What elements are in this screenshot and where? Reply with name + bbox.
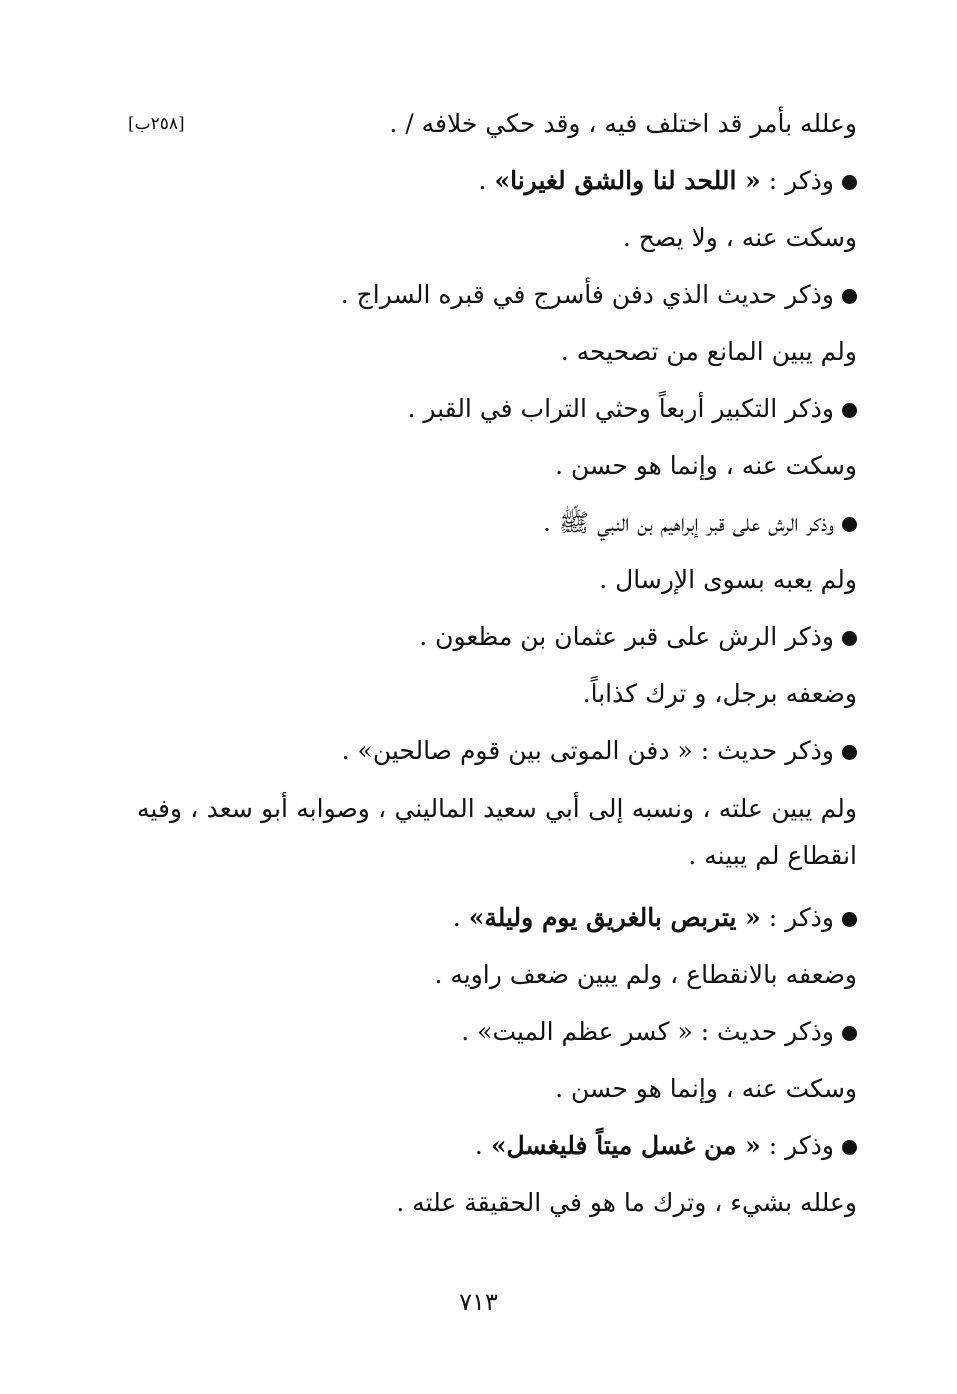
bullet-prefix: وذكر الرش على قبر عثمان بن مظعون . <box>419 622 834 651</box>
text-line: وضعفه برجل، و ترك كذاباً. <box>582 679 857 708</box>
main-text-block <box>137 95 857 1231</box>
bullet-suffix: . <box>452 903 469 932</box>
bullet-line <box>137 1003 857 1060</box>
bullet-line <box>137 380 857 437</box>
bullet-line <box>137 494 857 551</box>
text-line: وسكت عنه ، ولا يصح . <box>622 223 857 252</box>
hadith-quote: « اللحد لنا والشق لغيرنا» <box>494 166 761 195</box>
text-line: ولم يعبه بسوى الإرسال . <box>599 565 857 594</box>
page-number: ٧١٣ <box>459 1288 498 1316</box>
commentary-paragraph: ولم يبين علته ، ونسبه إلى أبي سعيد الماليني ، وصوابه أبو سعد ، وفيه انقطاع لم يبينه . <box>137 794 857 870</box>
hadith-quote: « يتربص بالغريق يوم وليلة» <box>468 903 761 932</box>
bullet-line <box>137 1117 857 1174</box>
bullet-prefix: وذكر الرش على قبر إبراهيم بن النبي ﷺ . <box>543 508 834 537</box>
bullet-line <box>137 608 857 665</box>
bullet-prefix: وذكر حديث : « كسر عظم الميت» . <box>461 1017 834 1046</box>
hadith-quote: « من غسل ميتاً فليغسل» <box>490 1131 761 1160</box>
text-line: وعلله بأمر قد اختلف فيه ، وقد حكي خلافه / . <box>389 109 857 138</box>
text-line: وعلله بشيء ، وترك ما هو في الحقيقة علته . <box>396 1188 857 1217</box>
manuscript-folio-reference: [٢٥٨ب] <box>128 114 185 134</box>
bullet-line <box>137 152 857 209</box>
bullet-prefix: وذكر : <box>760 166 834 195</box>
bullet-prefix: وذكر : <box>760 1131 834 1160</box>
bullet-prefix: وذكر التكبير أربعاً وحثي التراب في القبر . <box>407 394 834 423</box>
bullet-suffix: . <box>478 166 495 195</box>
bullet-line <box>137 722 857 779</box>
text-line: وسكت عنه ، وإنما هو حسن . <box>555 451 857 480</box>
bullet-prefix: وذكر حديث الذي دفن فأسرج في قبره السراج . <box>340 280 834 309</box>
bullet-line <box>137 266 857 323</box>
text-line: وسكت عنه ، وإنما هو حسن . <box>555 1074 857 1103</box>
bullet-prefix: وذكر حديث : « دفن الموتى بين قوم صالحين» . <box>341 736 834 765</box>
bullet-suffix: . <box>474 1131 491 1160</box>
text-line: وضعفه بالانقطاع ، ولم يبين ضعف راويه . <box>434 960 857 989</box>
bullet-prefix: وذكر : <box>760 903 834 932</box>
text-line: ولم يبين المانع من تصحيحه . <box>560 337 857 366</box>
bullet-line <box>137 889 857 946</box>
